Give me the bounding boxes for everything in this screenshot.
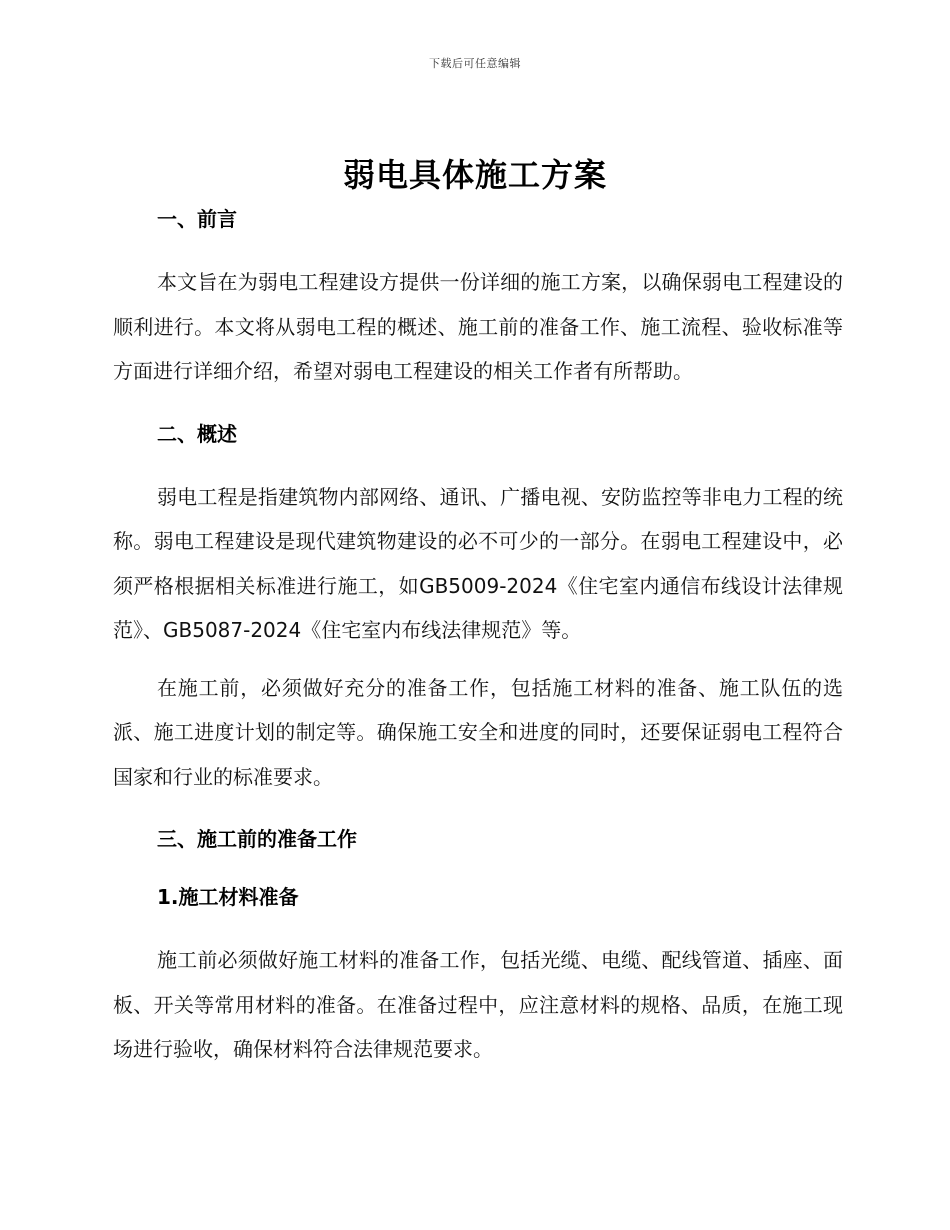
paragraph-preface: 本文旨在为弱电工程建设方提供一份详细的施工方案，以确保弱电工程建设的顺利进行。本文将从弱电工程的概述、施工前的准备工作、施工流程、验收标准等方面进行详细介绍，希望对弱电工程建设的相关工作者有所帮助。: [113, 270, 843, 383]
paragraph-materials: 施工前必须做好施工材料的准备工作，包括光缆、电缆、配线管道、插座、面板、开关等常用材料的准备。在准备过程中，应注意材料的规格、品质，在施工现场进行验收，确保材料符合法律规范要求。: [113, 948, 843, 1061]
header-note: 下载后可任意编辑: [429, 57, 521, 70]
document-title: 弱电具体施工方案: [342, 156, 607, 194]
subsection-heading-materials: 1.施工材料准备: [157, 885, 299, 909]
section-heading-overview: 二、概述: [157, 421, 237, 446]
section-heading-preparation: 三、施工前的准备工作: [157, 827, 357, 851]
paragraph-overview-2: 在施工前，必须做好充分的准备工作，包括施工材料的准备、施工队伍的选派、施工进度计划的制定等。确保施工安全和进度的同时，还要保证弱电工程符合国家和行业的标准要求。: [113, 675, 843, 789]
section-heading-preface: 一、前言: [157, 207, 237, 231]
document-body: [113, 202, 843, 1072]
paragraph-overview-1: 弱电工程是指建筑物内部网络、通讯、广播电视、安防监控等非电力工程的统称。弱电工程建设是现代建筑物建设的必不可少的一部分。在弱电工程建设中，必须严格根据相关标准进行施工，如GB5009-2024《住宅室内通信布线设计法律规范》、GB5087-2024《住宅室内布线法律规范》等。: [113, 484, 843, 642]
